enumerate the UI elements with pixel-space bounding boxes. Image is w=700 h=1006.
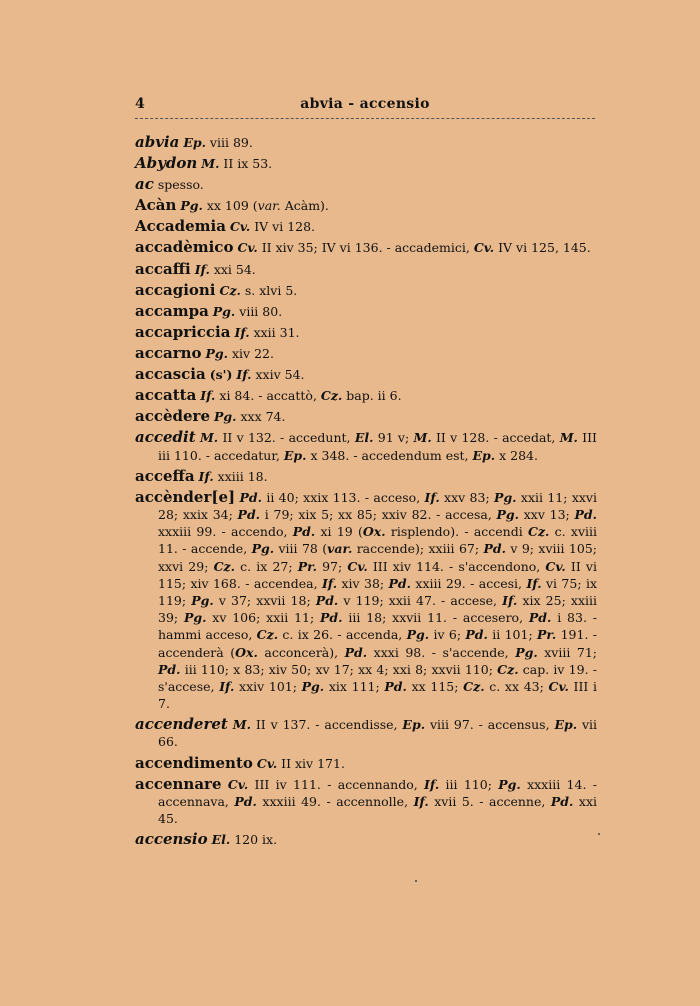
citation-text: xxxiii 14. - accennava, — [158, 776, 597, 809]
citation-text: xi 19 ( — [315, 524, 363, 540]
citation-text: spesso. — [157, 177, 204, 193]
citation-text: c. xx 43; — [484, 678, 549, 694]
work-abbreviation: M. — [201, 156, 220, 172]
work-abbreviation: El. — [211, 832, 231, 848]
work-abbreviation: Pd. — [320, 610, 343, 626]
page-header — [135, 96, 595, 118]
citation-text: II v 137. - accendisse, — [250, 717, 403, 733]
work-abbreviation: If. — [194, 261, 210, 277]
entry-headword: accedit — [135, 428, 196, 447]
work-abbreviation: Pr. — [537, 627, 557, 643]
work-abbreviation: Pd. — [315, 592, 339, 608]
citation-text: xxiv 101; — [234, 678, 302, 694]
work-abbreviation: Cv. — [548, 678, 569, 694]
work-abbreviation: Pd. — [239, 489, 262, 505]
work-abbreviation: Cv. — [545, 558, 566, 574]
work-abbreviation: Pd. — [465, 627, 488, 643]
citation-text: xxxiii 49. - accennolle, — [256, 793, 414, 809]
citation-text: 191. - accenderà ( — [158, 627, 597, 660]
citation-text: raccende); xxiii 67; — [352, 541, 484, 557]
citation-text: xxx 74. — [236, 409, 286, 425]
entry-headword: accaffi — [135, 259, 191, 278]
citation-text: v 9; xviii 105; xxvi 29; — [158, 541, 597, 574]
dictionary-entry — [135, 429, 597, 463]
work-abbreviation: Cz. — [497, 661, 519, 677]
work-abbreviation: If. — [198, 468, 214, 484]
work-abbreviation: Pd. — [384, 678, 407, 694]
work-abbreviation: Cv. — [347, 558, 368, 574]
entry-headword: accènder[e] — [135, 487, 236, 506]
work-abbreviation: Ep. — [283, 447, 307, 463]
dictionary-entry — [135, 366, 597, 383]
citation-text: III iii 110. - accedatur, — [158, 430, 597, 463]
entry-headword: accampa — [135, 301, 209, 320]
work-abbreviation: M. — [413, 430, 432, 446]
dictionary-entry — [135, 176, 597, 193]
citation-text: II xiv 171. — [277, 755, 345, 771]
citation-text: 91 v; — [373, 430, 414, 446]
citation-text: xxii 31. — [249, 324, 300, 340]
dictionary-entry — [135, 387, 597, 404]
entry-headword: accapriccia — [135, 322, 231, 341]
citation-text: x 348. - accedendum est, — [306, 447, 473, 463]
citation-text: xix 111; — [324, 678, 385, 694]
dictionary-entry — [135, 755, 597, 772]
work-abbreviation: Pg. — [183, 610, 207, 626]
citation-text: xxii 11; xxvi 28; xxix 34; — [158, 489, 597, 522]
citation-text: xx 115; — [406, 678, 464, 694]
work-abbreviation: Pd. — [483, 541, 506, 557]
citation-text: ii 101; — [487, 627, 538, 643]
work-abbreviation: Pd. — [292, 524, 316, 540]
citation-text: vii 66. — [158, 717, 598, 750]
work-abbreviation: Cv. — [256, 755, 278, 771]
citation-text: II ix 53. — [219, 156, 273, 172]
dictionary-entry — [135, 408, 597, 425]
work-abbreviation: Pg. — [205, 345, 229, 361]
citation-text: xviii 71; — [537, 644, 597, 660]
work-abbreviation: M. — [199, 430, 219, 446]
work-abbreviation: If. — [234, 324, 250, 340]
entry-headword: Acàn — [135, 196, 177, 215]
citation-text: xi 84. - accattò, — [215, 388, 321, 404]
citation-text: II v 128. - accedat, — [431, 430, 560, 446]
entry-list — [135, 134, 597, 852]
entry-headword: Accademia — [135, 217, 226, 236]
work-abbreviation: Pg. — [214, 409, 237, 425]
work-abbreviation: If. — [424, 489, 440, 505]
work-abbreviation: Pg. — [180, 198, 203, 214]
work-abbreviation: Pg. — [494, 489, 517, 505]
citation-text: xxxi 98. - s'accende, — [367, 644, 516, 660]
work-abbreviation: El. — [354, 430, 374, 446]
work-abbreviation: Ox. — [362, 524, 386, 540]
work-abbreviation: Cz. — [213, 558, 235, 574]
citation-text: xv 106; xxii 11; — [206, 610, 321, 626]
work-abbreviation: If. — [502, 592, 518, 608]
citation-text: IV vi 125, 145. — [494, 240, 591, 256]
dictionary-entry — [135, 218, 597, 235]
entry-headword: accennare — [135, 774, 222, 793]
work-abbreviation: Pg. — [498, 776, 521, 792]
citation-text: bap. ii 6. — [342, 388, 402, 404]
citation-text: xxiv 54. — [251, 367, 305, 383]
citation-text: xiv 38; — [337, 575, 389, 591]
citation-text: xxv 83; — [439, 489, 495, 505]
citation-text: 120 ix. — [230, 832, 278, 848]
speck — [415, 880, 417, 882]
citation-text: xvii 5. - accenne, — [428, 793, 551, 809]
citation-text: iii 18; xxvii 11. - accesero, — [342, 610, 529, 626]
dictionary-entry — [135, 239, 597, 256]
entry-headword: Abydon — [135, 154, 198, 173]
work-abbreviation: Cz. — [320, 388, 343, 404]
entry-headword: accendimento — [135, 753, 253, 772]
work-abbreviation: Cv. — [227, 776, 249, 792]
entry-headword: ac — [135, 175, 154, 194]
work-abbreviation: var. — [327, 541, 353, 557]
citation-text: viii 89. — [205, 135, 253, 150]
work-abbreviation: Cz. — [219, 282, 241, 298]
entry-headword: acceffa — [135, 466, 195, 485]
work-abbreviation: If. — [236, 367, 252, 383]
work-abbreviation: Cv. — [237, 240, 258, 256]
citation-text: xxiii 18. — [213, 468, 268, 484]
dictionary-entry — [135, 134, 597, 151]
dictionary-entry — [135, 489, 597, 713]
citation-text: Acàm). — [280, 198, 329, 214]
work-abbreviation: Pg. — [496, 506, 520, 522]
headword-suffix: (s') — [209, 367, 233, 383]
entry-headword: abvia — [135, 133, 180, 151]
citation-text: II v 132. - accedunt, — [218, 430, 355, 446]
dictionary-entry — [135, 197, 597, 214]
work-abbreviation: Pd. — [237, 506, 261, 522]
dictionary-entry — [135, 282, 597, 299]
citation-text: III iv 111. - accennando, — [248, 776, 425, 792]
work-abbreviation: Pr. — [297, 558, 317, 574]
dictionary-entry — [135, 261, 597, 278]
citation-text: xx 109 ( — [202, 198, 258, 214]
citation-text: xix 25; xxiii 39; — [158, 592, 598, 626]
dictionary-entry — [135, 155, 597, 172]
work-abbreviation: If. — [219, 678, 235, 694]
work-abbreviation: Pg. — [191, 592, 214, 608]
citation-text: i 83. - hammi acceso, — [158, 610, 597, 643]
work-abbreviation: Pg. — [212, 303, 236, 319]
dictionary-entry — [135, 303, 597, 320]
work-abbreviation: Pg. — [251, 541, 275, 557]
work-abbreviation: If. — [413, 793, 429, 809]
work-abbreviation: Cz. — [463, 678, 485, 694]
work-abbreviation: Pg. — [301, 678, 325, 694]
citation-text: x 284. — [495, 447, 538, 463]
entry-headword: accensio — [135, 830, 208, 849]
citation-text: acconcerà), — [257, 644, 345, 660]
work-abbreviation: Pd. — [388, 575, 412, 591]
work-abbreviation: Pd. — [528, 610, 552, 626]
work-abbreviation: Ep. — [554, 717, 578, 733]
work-abbreviation: Pd. — [550, 793, 574, 809]
citation-text: III i 7. — [158, 678, 598, 712]
dictionary-entry — [135, 324, 597, 341]
citation-text: risplendo). - accendi — [385, 524, 528, 540]
work-abbreviation: Ox. — [235, 644, 258, 660]
dictionary-entry — [135, 345, 597, 362]
citation-text: vi 75; ix 119; — [158, 575, 597, 608]
citation-text: ii 40; xxix 113. - acceso, — [261, 489, 425, 505]
entry-headword: accenderet — [135, 715, 228, 734]
work-abbreviation: If. — [200, 388, 216, 404]
citation-text: II xiv 35; IV vi 136. - accademici, — [257, 240, 474, 256]
citation-text: c. ix 26. - accenda, — [278, 627, 407, 643]
citation-text: xxi 45. — [158, 793, 597, 827]
citation-text: iii 110; — [439, 776, 499, 792]
work-abbreviation: Ep. — [183, 135, 206, 150]
variant-note: var. — [257, 198, 281, 214]
citation-text: xxiii 29. - accesi, — [411, 575, 527, 591]
entry-headword: accarno — [135, 343, 202, 362]
citation-text: viii 78 ( — [274, 541, 328, 557]
work-abbreviation: If. — [424, 776, 440, 792]
citation-text: xxxiii 99. - accendo, — [158, 524, 293, 540]
citation-text: iv 6; — [429, 627, 466, 643]
speck — [598, 833, 600, 835]
work-abbreviation: M. — [559, 430, 578, 446]
entry-headword: accatta — [135, 386, 197, 405]
work-abbreviation: If. — [526, 575, 542, 591]
citation-text: xxv 13; — [519, 506, 575, 522]
work-abbreviation: Pg. — [515, 644, 538, 660]
work-abbreviation: Ep. — [402, 717, 426, 733]
work-abbreviation: Pd. — [234, 793, 257, 809]
work-abbreviation: Ep. — [472, 447, 496, 463]
citation-text: v 119; xxii 47. - accese, — [338, 592, 503, 608]
entry-headword: accascia — [135, 365, 206, 384]
work-abbreviation: M. — [232, 717, 251, 733]
entry-headword: accagioni — [135, 280, 216, 299]
dictionary-entry — [135, 468, 597, 485]
citation-text: xiv 22. — [228, 345, 274, 361]
work-abbreviation: Pd. — [344, 644, 368, 660]
citation-text: iii 110; x 83; xiv 50; xv 17; xx 4; xxi 8; xxvii 110; — [180, 661, 498, 677]
running-title: abvia - accensio — [300, 96, 430, 112]
citation-text: II vi 115; xiv 168. - accendea, — [158, 558, 597, 591]
work-abbreviation: Cz. — [528, 524, 550, 540]
header-rule — [135, 118, 595, 119]
entry-headword: accadèmico — [135, 238, 234, 257]
entry-headword: accèdere — [135, 407, 211, 426]
citation-text: viii 97. - accensus, — [425, 717, 555, 733]
dictionary-entry — [135, 831, 597, 848]
work-abbreviation: Cv. — [473, 240, 495, 256]
work-abbreviation: Pg. — [406, 627, 430, 643]
citation-text: c. xviii 11. - accende, — [158, 524, 598, 557]
page-number: 4 — [135, 96, 145, 112]
work-abbreviation: Cv. — [229, 219, 251, 235]
work-abbreviation: Cz. — [256, 627, 279, 643]
citation-text: c. ix 27; — [235, 558, 298, 574]
citation-text: v 37; xxvii 18; — [213, 592, 316, 608]
citation-text: viii 80. — [235, 303, 283, 319]
citation-text: s. xlvi 5. — [240, 282, 298, 298]
citation-text: IV vi 128. — [250, 219, 316, 235]
citation-text: III xiv 114. - s'accendono, — [367, 558, 546, 574]
citation-text: cap. iv 19. - s'accese, — [158, 661, 597, 694]
work-abbreviation: If. — [321, 575, 338, 591]
work-abbreviation: Pd. — [574, 506, 597, 522]
citation-text: xxi 54. — [209, 261, 256, 277]
work-abbreviation: Pd. — [158, 661, 181, 677]
citation-text: 97; — [316, 558, 348, 574]
dictionary-entry — [135, 716, 597, 750]
dictionary-entry — [135, 776, 597, 828]
citation-text: i 79; xix 5; xx 85; xxiv 82. - accesa, — [260, 506, 497, 522]
